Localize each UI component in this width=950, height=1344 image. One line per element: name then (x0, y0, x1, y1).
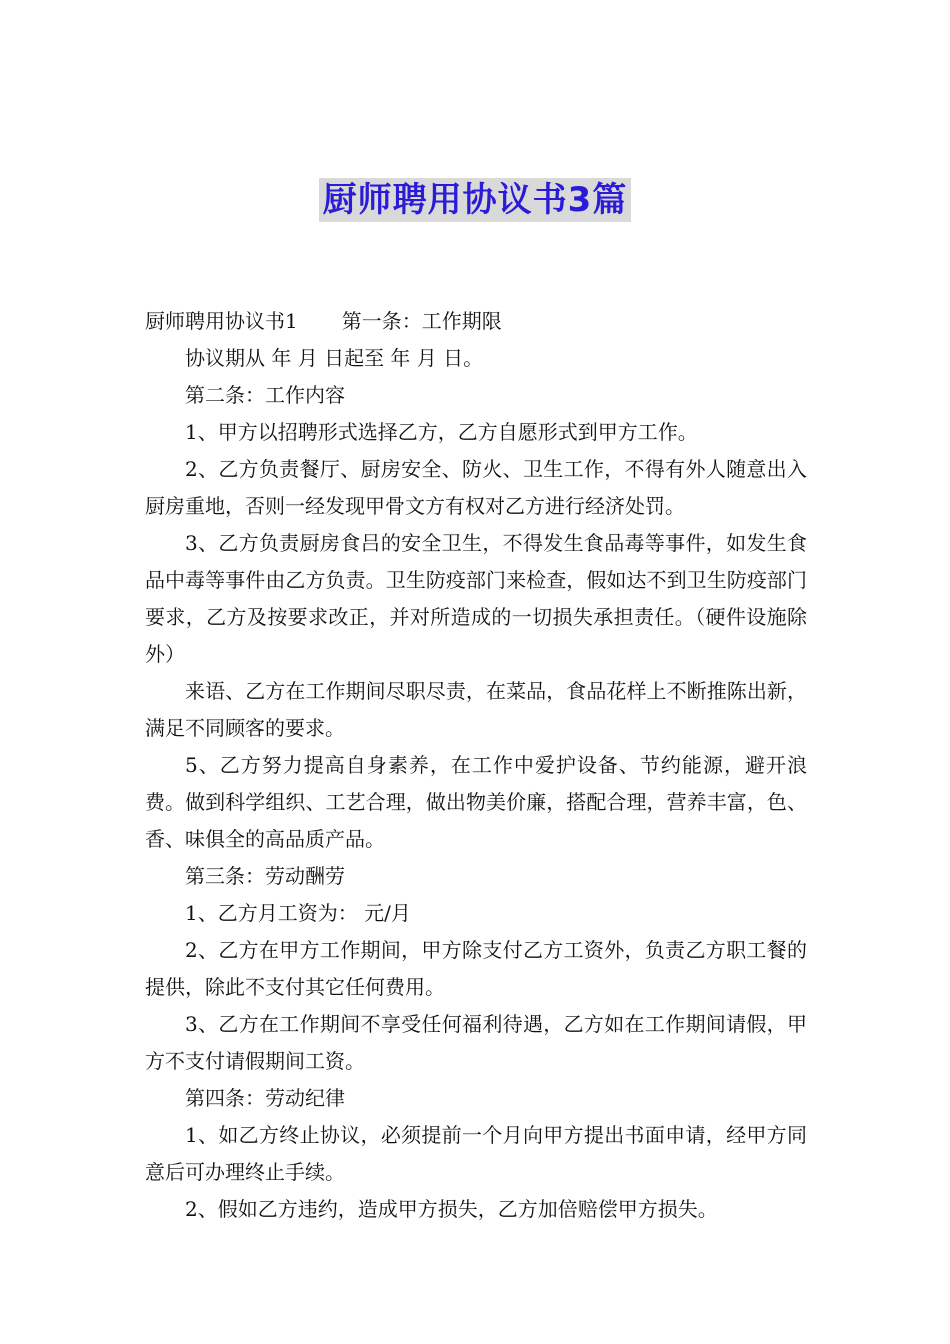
paragraph-3-2: 2、乙方在甲方工作期间，甲方除支付乙方工资外，负责乙方职工餐的提供，除此不支付其它任何费用。 (145, 938, 807, 999)
paragraph-2-2: 2、乙方负责餐厅、厨房安全、防火、卫生工作，不得有外人随意出入厨房重地，否则一经发现甲骨文方有权对乙方进行经济处罚。 (145, 457, 807, 518)
paragraph-3-3: 3、乙方在工作期间不享受任何福利待遇，乙方如在工作期间请假，甲方不支付请假期间工资。 (145, 1012, 807, 1073)
article-1-heading: 第一条：工作期限 (341, 309, 502, 333)
article-4-heading: 第四条：劳动纪律 (185, 1086, 345, 1110)
paragraph-2-4: 来语、乙方在工作期间尽职尽责，在菜品，食品花样上不断推陈出新，满足不同顾客的要求。 (145, 679, 807, 740)
paragraph-3-1: 1、乙方月工资为： 元/月 (185, 901, 411, 925)
paragraph-2-5: 5、乙方努力提高自身素养，在工作中爱护设备、节约能源，避开浪费。做到科学组织、工艺合理，做出物美价廉，搭配合理，营养丰富，色、香、味俱全的高品质产品。 (145, 753, 807, 851)
paragraph-4-2: 2、假如乙方违约，造成甲方损失，乙方加倍赔偿甲方损失。 (185, 1197, 718, 1221)
paragraph-4-1: 1、如乙方终止协议，必须提前一个月向甲方提出书面申请，经甲方同意后可办理终止手续。 (145, 1123, 807, 1184)
title-area (0, 178, 950, 222)
part-label: 厨师聘用协议书1 (145, 309, 298, 333)
document-title: 厨师聘用协议书3篇 (319, 178, 632, 222)
first-line (145, 303, 807, 340)
article-3-heading: 第三条：劳动酬劳 (185, 864, 345, 888)
article-2-heading: 第二条：工作内容 (185, 383, 345, 407)
paragraph-2-1: 1、甲方以招聘形式选择乙方，乙方自愿形式到甲方工作。 (185, 420, 698, 444)
paragraph-term-period: 协议期从 年 月 日起至 年 月 日。 (185, 346, 484, 370)
paragraph-2-3: 3、乙方负责厨房食吕的安全卫生，不得发生食品毒等事件，如发生食品中毒等事件由乙方负责。卫生防疫部门来检查，假如达不到卫生防疫部门要求，乙方及按要求改正，并对所造成的一切损失承担责任。（硬件设施除外） (145, 531, 807, 666)
document-body (145, 303, 807, 1228)
